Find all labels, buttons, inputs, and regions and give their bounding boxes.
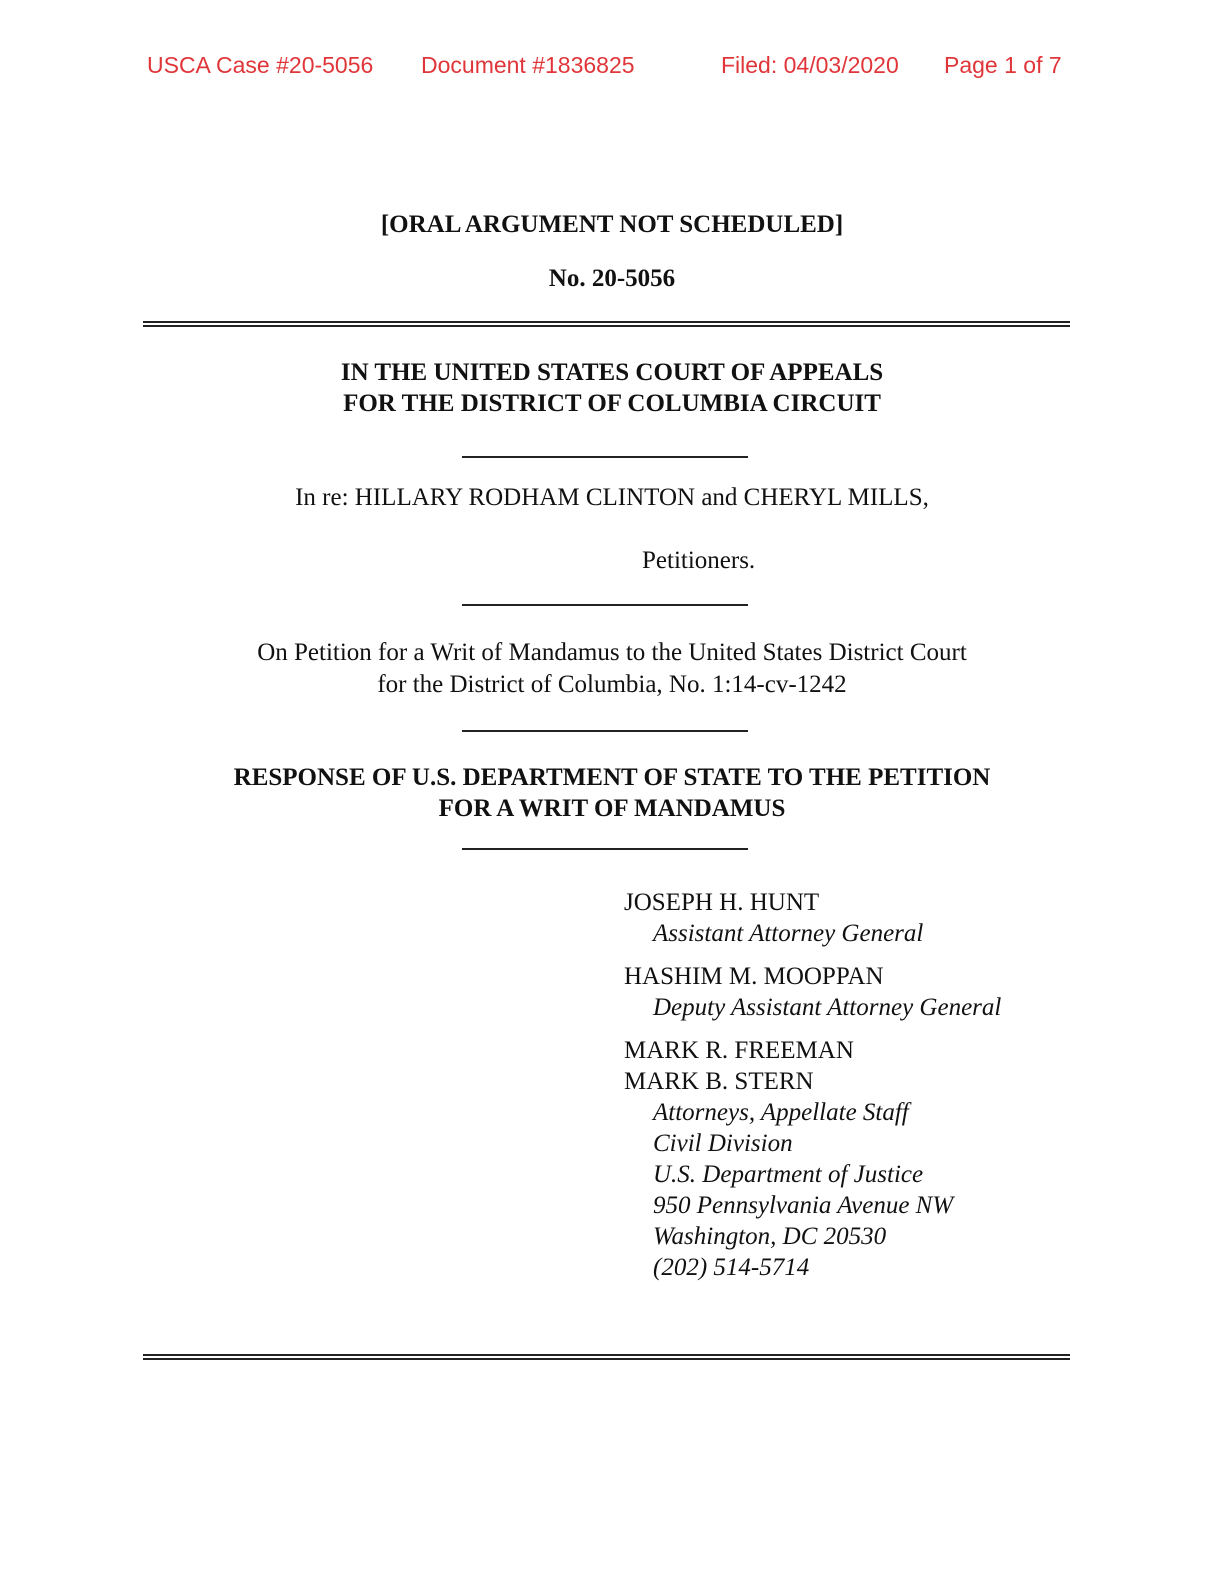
bottom-double-rule — [143, 1354, 1070, 1360]
top-double-rule — [143, 321, 1070, 327]
document-title-line-1: RESPONSE OF U.S. DEPARTMENT OF STATE TO THE PETITION — [233, 764, 991, 791]
attorney-name: JOSEPH H. HUNT — [624, 889, 820, 916]
petition-line-2: for the District of Columbia, No. 1:14-cv-1242 — [377, 671, 847, 698]
page-count-stamp: Page 1 of 7 — [944, 52, 1062, 78]
parties-line: In re: HILLARY RODHAM CLINTON and CHERYL MILLS, — [295, 484, 929, 511]
separator-rule — [462, 730, 748, 732]
document-number-stamp: Document #1836825 — [421, 52, 635, 78]
court-name-line-1: IN THE UNITED STATES COURT OF APPEALS — [340, 359, 884, 386]
office-line: Civil Division — [653, 1130, 793, 1157]
office-line: Washington, DC 20530 — [653, 1223, 887, 1250]
oral-argument-notice: [ORAL ARGUMENT NOT SCHEDULED] — [380, 211, 844, 238]
separator-rule — [462, 848, 748, 850]
filed-date-stamp: Filed: 04/03/2020 — [721, 52, 899, 78]
signature-block — [624, 887, 1001, 1283]
separator-rule — [462, 456, 748, 458]
case-number-stamp: USCA Case #20-5056 — [147, 52, 374, 78]
petition-line-1: On Petition for a Writ of Mandamus to the United States District Court — [257, 639, 967, 666]
attorney-name: MARK B. STERN — [624, 1068, 814, 1095]
attorney-title: Deputy Assistant Attorney General — [653, 994, 1002, 1021]
separator-rule — [462, 604, 748, 606]
docket-number: No. 20-5056 — [548, 265, 676, 292]
court-name-line-2: FOR THE DISTRICT OF COLUMBIA CIRCUIT — [343, 390, 881, 417]
office-line: U.S. Department of Justice — [653, 1161, 924, 1188]
attorney-name: MARK R. FREEMAN — [624, 1037, 854, 1064]
office-line: (202) 514-5714 — [653, 1254, 810, 1281]
office-line: 950 Pennsylvania Avenue NW — [653, 1192, 954, 1219]
attorney-name: HASHIM M. MOOPPAN — [624, 963, 884, 990]
party-role: Petitioners. — [642, 547, 756, 574]
attorney-title: Assistant Attorney General — [653, 920, 924, 947]
document-title-line-2: FOR A WRIT OF MANDAMUS — [438, 795, 786, 822]
office-line: Attorneys, Appellate Staff — [653, 1099, 909, 1126]
